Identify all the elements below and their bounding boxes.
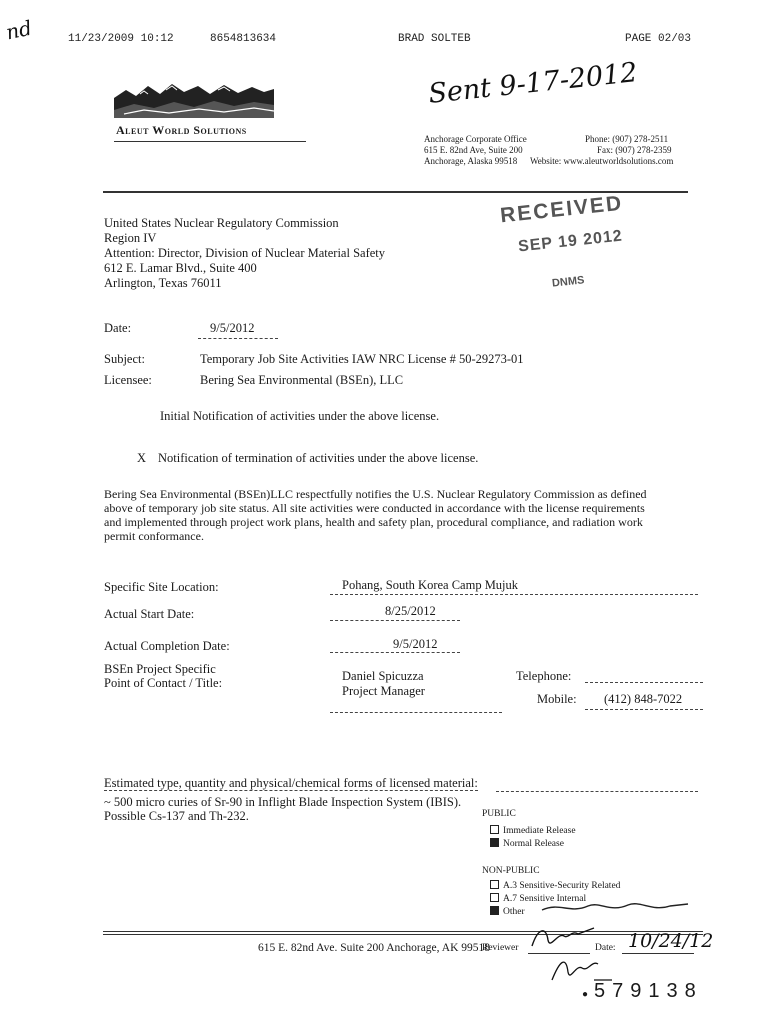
received-stamp-date: SEP 19 2012 [517, 227, 624, 256]
nonpublic-item-1 [490, 880, 620, 892]
paragraph-line-2: above of temporary job site status. All site activities were conducted in accordance with the license requirements [104, 501, 645, 515]
office-line-2: 615 E. 82nd Ave, Suite 200 [424, 145, 523, 155]
fax-phone: 8654813634 [210, 33, 277, 45]
office-phone: Phone: (907) 278-2511 [585, 134, 669, 144]
company-name: Aleut World Solutions [116, 123, 247, 137]
sent-handwritten-note: Sent 9-17-2012 [426, 57, 639, 110]
mobile-underline [585, 709, 703, 710]
fax-date-time: 11/23/2009 10:12 [68, 33, 174, 45]
date-label: Date: [104, 321, 132, 335]
nonpublic-item-2-label: A.7 Sensitive Internal [503, 894, 587, 904]
date-value: 9/5/2012 [210, 321, 255, 335]
termination-check-mark: X [137, 451, 147, 465]
mountain-landscape-icon [114, 80, 274, 120]
received-stamp-label: RECEIVED [499, 191, 625, 228]
checked-box-icon [490, 906, 499, 915]
header-rule [103, 191, 688, 193]
public-item-2 [490, 838, 564, 850]
paragraph-line-1: Bering Sea Environmental (BSEn)LLC respectfully notifies the U.S. Nuclear Regulatory Commission as defined [104, 487, 647, 501]
fax-page: PAGE 02/03 [625, 33, 692, 45]
scribble-icon [540, 900, 690, 916]
telephone-label: Telephone: [516, 669, 572, 683]
start-date-underline [330, 620, 460, 621]
nonpublic-item-3-label: Other [503, 907, 525, 917]
contact-label-line-2: Point of Contact / Title: [104, 676, 223, 690]
subject-label: Subject: [104, 352, 145, 366]
licensee-label: Licensee: [104, 373, 152, 387]
review-date-value: 10/24/12 [628, 930, 714, 952]
material-line-2: Possible Cs-137 and Th-232. [104, 809, 249, 823]
site-location-value: Pohang, South Korea Camp Mujuk [342, 578, 519, 592]
nonpublic-item-3 [490, 906, 525, 918]
recipient-line-3: Attention: Director, Division of Nuclear Material Safety [104, 246, 386, 260]
office-line-1: Anchorage Corporate Office [424, 134, 527, 144]
material-heading-rule [496, 791, 698, 792]
telephone-underline [585, 682, 703, 683]
contact-label-line-1: BSEn Project Specific [104, 662, 216, 676]
fax-sender: BRAD SOLTEB [398, 33, 471, 45]
checked-box-icon [490, 838, 499, 847]
material-line-1: ~ 500 micro curies of Sr-90 in Inflight Blade Inspection System (IBIS). [104, 795, 462, 809]
completion-date-underline [330, 652, 460, 653]
nonpublic-item-1-label: A.3 Sensitive-Security Related [503, 881, 621, 891]
contact-name: Daniel Spicuzza [342, 669, 424, 683]
reviewer-label: Reviewer [482, 943, 519, 953]
review-date-label: Date: [595, 943, 616, 953]
public-item-1 [490, 825, 576, 837]
corner-initials: nd [3, 15, 34, 45]
public-item-2-label: Normal Release [503, 839, 564, 849]
checkbox-icon [490, 825, 499, 834]
contact-title: Project Manager [342, 684, 425, 698]
recipient-line-2: Region IV [104, 231, 157, 245]
footer-address: 615 E. 82nd Ave. Suite 200 Anchorage, AK 99518 [258, 942, 490, 954]
start-date-label: Actual Start Date: [104, 607, 195, 621]
review-date-underline [622, 953, 694, 954]
logo-underline [114, 141, 306, 142]
recipient-line-1: United States Nuclear Regulatory Commission [104, 216, 339, 230]
site-location-label: Specific Site Location: [104, 580, 219, 594]
completion-date-label: Actual Completion Date: [104, 639, 230, 653]
initial-notification: Initial Notification of activities under the above license. [160, 409, 440, 423]
recipient-line-4: 612 E. Lamar Blvd., Suite 400 [104, 261, 257, 275]
subject-value: Temporary Job Site Activities IAW NRC License # 50-29273-01 [200, 352, 524, 366]
office-website: Website: www.aleutworldsolutions.com [530, 156, 674, 166]
public-heading: PUBLIC [482, 809, 516, 819]
paragraph-line-3: and implemented through project work plans, health and safety plan, procedural compliance, and radiation work [104, 515, 643, 529]
public-item-1-label: Immediate Release [503, 826, 576, 836]
contact-underline [330, 712, 502, 713]
footer-rule [103, 931, 703, 932]
document-number [582, 980, 703, 1003]
office-line-3: Anchorage, Alaska 99518 [424, 156, 518, 166]
office-fax: Fax: (907) 278-2359 [597, 145, 672, 155]
termination-notification: Notification of termination of activities under the above license. [158, 451, 479, 465]
site-location-underline [330, 594, 698, 595]
other-scribble [540, 900, 690, 921]
document-number-bullet: ● [582, 989, 589, 1000]
document-number-value: 579138 [594, 980, 703, 1002]
completion-date-value: 9/5/2012 [393, 637, 438, 651]
material-heading: Estimated type, quantity and physical/chemical forms of licensed material: [104, 776, 478, 790]
checkbox-icon [490, 893, 499, 902]
start-date-value: 8/25/2012 [385, 604, 436, 618]
paragraph-line-4: permit conformance. [104, 529, 204, 543]
received-stamp-office: DNMS [551, 274, 585, 290]
licensee-value: Bering Sea Environmental (BSEn), LLC [200, 373, 404, 387]
company-logo [114, 80, 274, 120]
checkbox-icon [490, 880, 499, 889]
nonpublic-heading: NON-PUBLIC [482, 866, 540, 876]
recipient-line-5: Arlington, Texas 76011 [104, 276, 222, 290]
mobile-value: (412) 848-7022 [604, 692, 683, 706]
date-underline [198, 338, 278, 339]
footer-rule-2 [103, 934, 703, 935]
mobile-label: Mobile: [537, 692, 577, 706]
